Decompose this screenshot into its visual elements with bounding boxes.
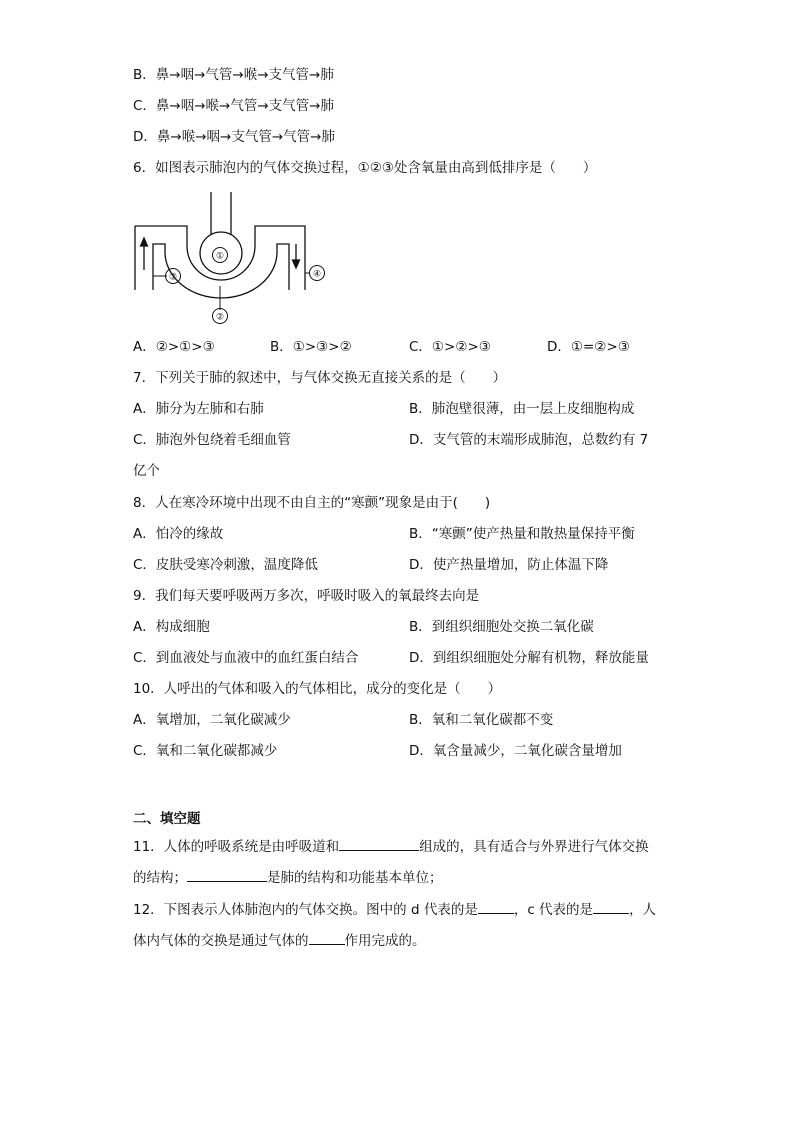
q8-option-a: A．怕冷的缘故 (133, 526, 224, 542)
label-1: ① (215, 251, 225, 262)
q12-text-1: 12．下图表示人体肺泡内的气体交换。图中的 d 代表的是 (133, 902, 478, 918)
answer-blank[interactable] (309, 930, 345, 945)
q11-text-4: 是肺的结构和功能基本单位； (267, 870, 443, 886)
q10-option-d: D．氧含量减少，二氧化碳含量增加 (409, 743, 622, 759)
q11-line-2 (133, 867, 443, 887)
q5-option-d: D．鼻→喉→咽→支气管→气管→肺 (133, 129, 335, 145)
q5-option-c: C．鼻→咽→喉→气管→支气管→肺 (133, 98, 334, 114)
q6-option-b: B．①>③>② (270, 339, 352, 355)
q6-option-a: A．②>①>③ (133, 339, 215, 355)
q7-option-b: B．肺泡壁很薄，由一层上皮细胞构成 (409, 401, 635, 417)
answer-blank[interactable] (187, 867, 267, 882)
q12-line-1 (133, 899, 656, 919)
q10-stem: 10．人呼出的气体和吸入的气体相比，成分的变化是（ ） (133, 681, 502, 697)
label-4: ④ (312, 269, 322, 280)
q8-option-b: B．“寒颤”使产热量和散热量保持平衡 (409, 526, 635, 542)
q7-stem: 7．下列关于肺的叙述中，与气体交换无直接关系的是（ ） (133, 370, 507, 386)
q6-option-c: C．①>②>③ (409, 339, 491, 355)
q8-stem: 8．人在寒冷环境中出现不由自主的“寒颤”现象是由于( ) (133, 495, 491, 511)
q7-option-c: C．肺泡外包绕着毛细血管 (133, 432, 291, 448)
q10-option-c: C．氧和二氧化碳都减少 (133, 743, 278, 759)
q12-line-2 (133, 930, 426, 950)
q9-stem: 9．我们每天要呼吸两万多次，呼吸时吸入的氧最终去向是 (133, 588, 480, 604)
section-title: 二、填空题 (133, 811, 201, 827)
q5-option-b: B．鼻→咽→气管→喉→支气管→肺 (133, 67, 334, 83)
q12-text-5: 作用完成的。 (344, 933, 426, 949)
q11-text-2: 组成的，具有适合与外界进行气体交换 (419, 839, 649, 855)
answer-blank[interactable] (593, 899, 629, 914)
q8-option-d: D．使产热量增加，防止体温下降 (409, 557, 609, 573)
q9-option-b: B．到组织细胞处交换二氧化碳 (409, 619, 594, 635)
q7-option-d: D．支气管的末端形成肺泡，总数约有 7 (409, 432, 649, 448)
q12-text-4: 体内气体的交换是通过气体的 (133, 933, 309, 949)
answer-blank[interactable] (478, 899, 514, 914)
q8-option-c: C．皮肤受寒冷刺激，温度降低 (133, 557, 318, 573)
q9-option-c: C．到血液处与血液中的血红蛋白结合 (133, 650, 359, 666)
label-3: ③ (168, 272, 178, 283)
q6-option-d: D．①=②>③ (547, 339, 630, 355)
label-2: ② (215, 312, 225, 323)
q12-text-2: ，c 代表的是 (513, 902, 594, 918)
q11-text-1: 11．人体的呼吸系统是由呼吸道和 (133, 839, 340, 855)
q10-option-b: B．氧和二氧化碳都不变 (409, 712, 554, 728)
q11-line-1 (133, 836, 649, 856)
q9-option-a: A．构成细胞 (133, 619, 210, 635)
q7-option-d-continued: 亿个 (133, 463, 160, 479)
alveolus-gas-exchange-diagram (125, 190, 340, 325)
q12-text-3: ，人 (629, 902, 657, 918)
q10-option-a: A．氧增加，二氧化碳减少 (133, 712, 291, 728)
q6-stem: 6．如图表示肺泡内的气体交换过程，①②③处含氧量由高到低排序是（ ） (133, 160, 597, 176)
q7-option-a: A．肺分为左肺和右肺 (133, 401, 264, 417)
answer-blank[interactable] (339, 836, 419, 851)
q11-text-3: 的结构； (133, 870, 187, 886)
q9-option-d: D．到组织细胞处分解有机物，释放能量 (409, 650, 649, 666)
